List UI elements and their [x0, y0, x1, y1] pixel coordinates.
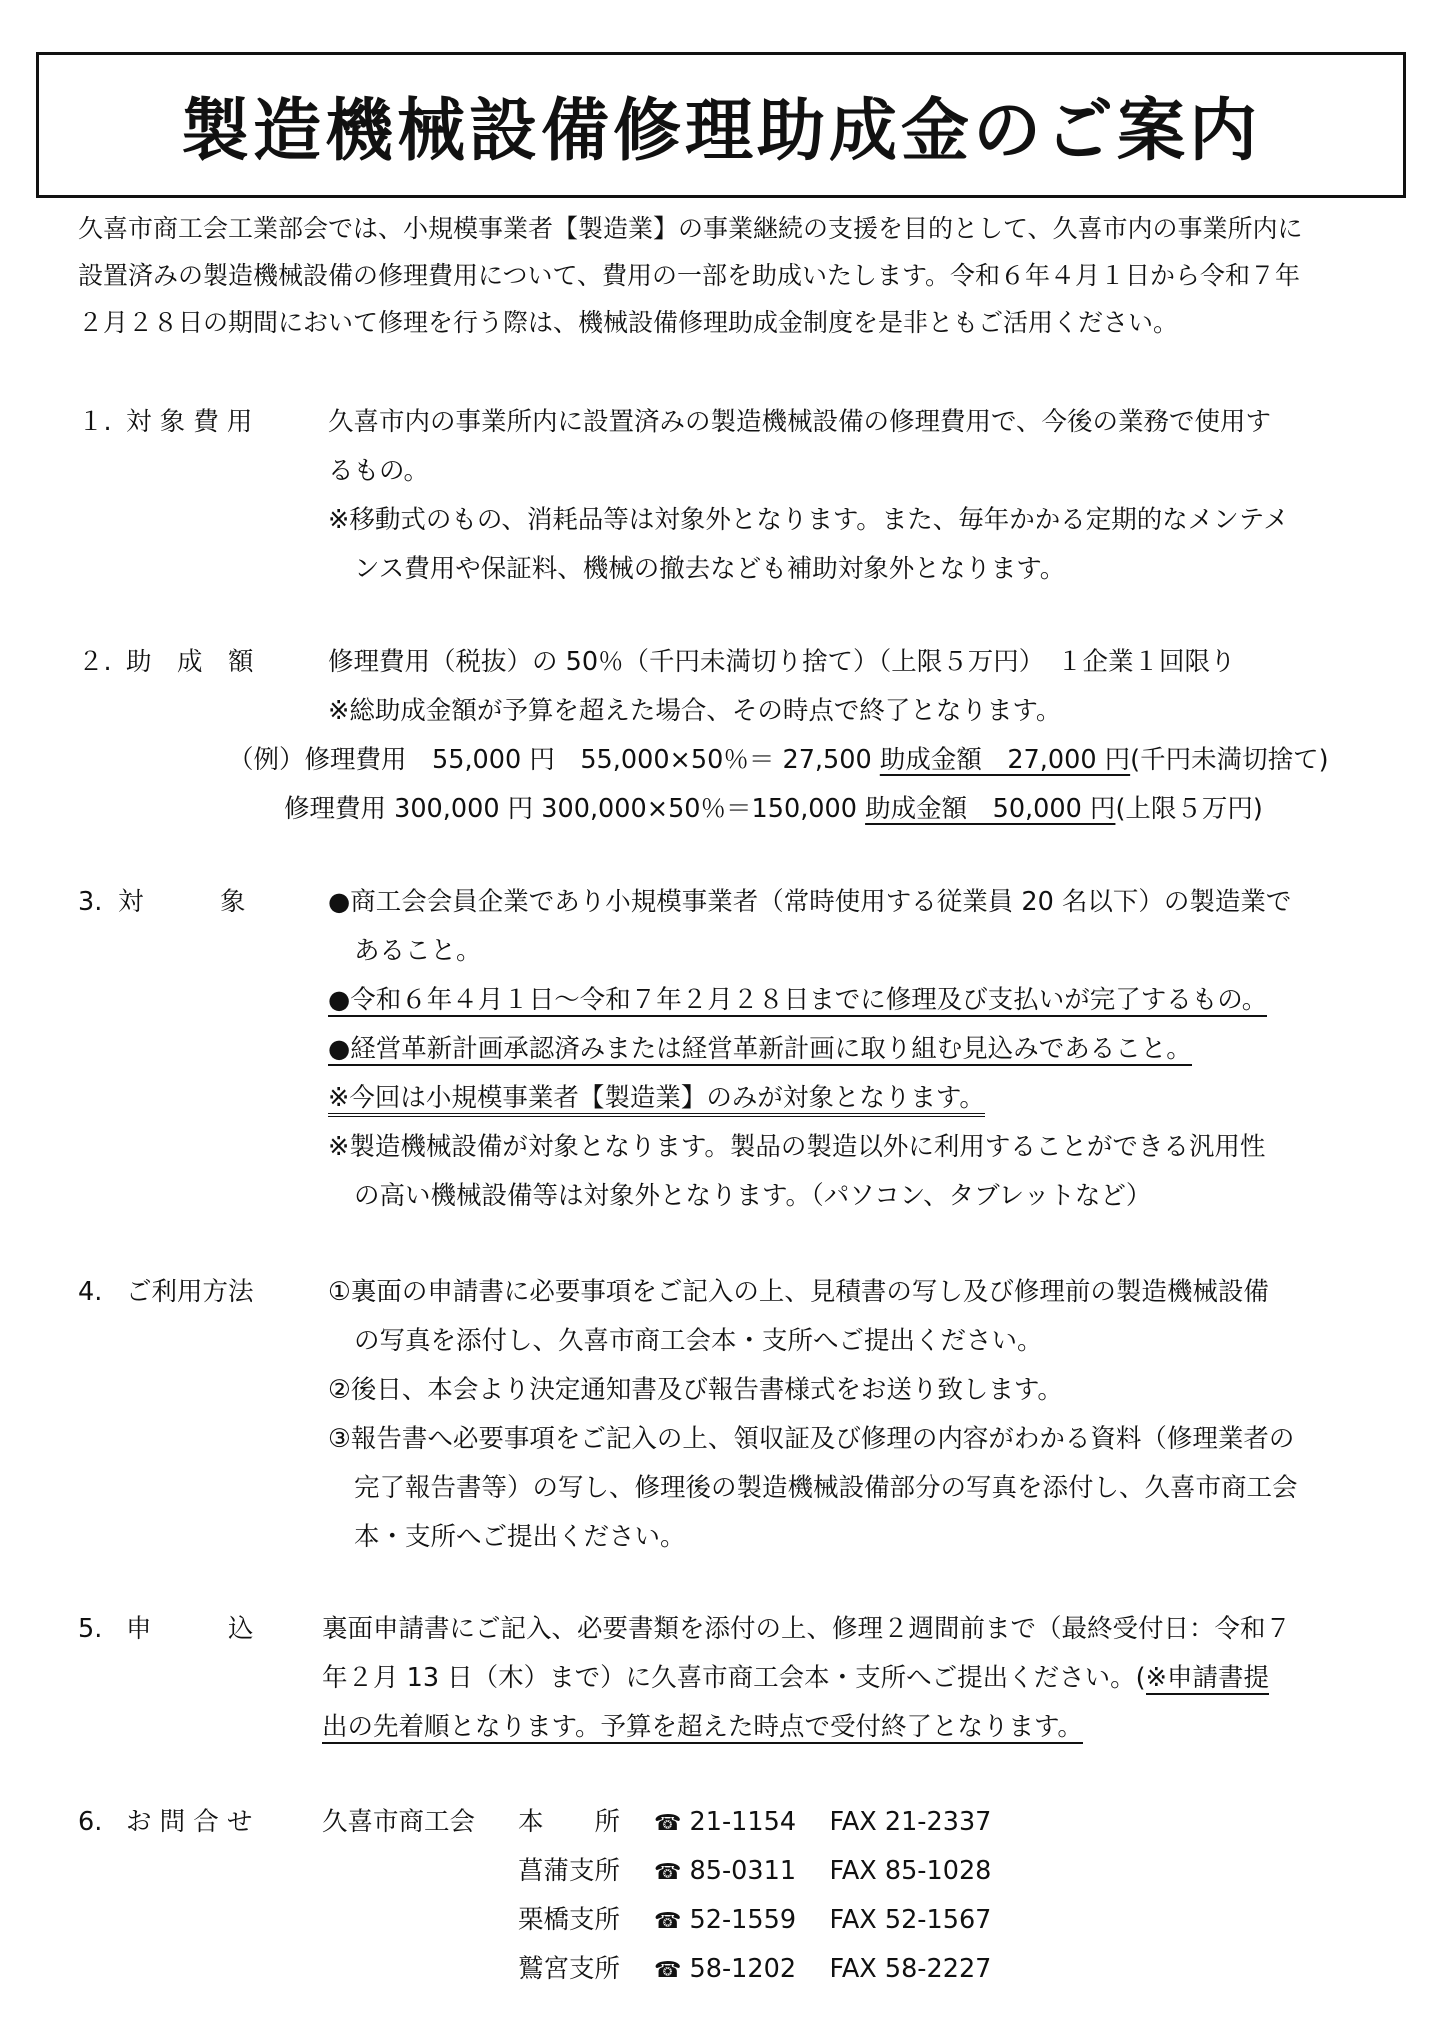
section-number: ２.: [78, 647, 112, 677]
office-tel: 58-1202: [689, 1954, 797, 1984]
body-line: [328, 1074, 1388, 1123]
body-line: の高い機械設備等は対象外となります。（パソコン、タブレットなど）: [354, 1181, 1152, 1211]
office-fax: FAX 58-2227: [829, 1954, 992, 1984]
office-fax: FAX 21-2337: [829, 1807, 992, 1837]
example-calc: 修理費用 300,000 円 300,000×50％＝150,000: [284, 794, 866, 824]
title-box: [36, 52, 1406, 198]
intro-line: 設置済みの製造機械設備の修理費用について、費用の一部を助成いたします。令和６年４月１日から令和７年: [78, 261, 1301, 290]
body-line: [328, 976, 1388, 1025]
office-tel: 52-1559: [689, 1905, 797, 1935]
section-label: お 問 合 せ: [126, 1807, 253, 1837]
office-name: 菖蒲支所: [518, 1856, 621, 1886]
intro-line: ２月２８日の期間において修理を行う際は、機械設備修理助成金制度を是非ともご活用ください。: [78, 308, 1179, 337]
intro-line: 久喜市商工会工業部会では、小規模事業者【製造業】の事業継続の支援を目的として、久喜市内の事業所内に: [78, 214, 1303, 243]
section-body: [328, 878, 1388, 1221]
body-line: ①裏面の申請書に必要事項をご記入の上、見積書の写し及び修理前の製造機械設備: [328, 1277, 1269, 1307]
section-number: 4.: [78, 1277, 103, 1307]
office-fax: FAX 52-1567: [829, 1905, 992, 1935]
office-tel: 85-0311: [689, 1856, 797, 1886]
phone-icon: ☎: [654, 1811, 682, 1836]
organization-name: 久喜市商工会: [322, 1807, 476, 1837]
phone-icon: ☎: [654, 1958, 682, 1983]
body-line: あること。: [354, 936, 482, 966]
example-row: [284, 785, 1263, 834]
body-line: ③報告書へ必要事項をご記入の上、領収証及び修理の内容がわかる資料（修理業者の: [328, 1424, 1295, 1454]
example-amount: 助成金額 50,000 円: [865, 794, 1116, 824]
example-amount: 助成金額 27,000 円: [879, 745, 1131, 775]
body-line: 修理費用（税抜）の 50％（千円未満切り捨て）（上限５万円） １企業１回限り: [328, 647, 1236, 677]
section-number: 6.: [78, 1807, 103, 1837]
office-name: 栗橋支所: [518, 1905, 621, 1935]
body-line: [322, 1654, 1382, 1703]
section-label: 対 象 費 用: [126, 407, 253, 437]
plain-text: 年２月 13 日（木）まで）に久喜市商工会本・支所へご提出ください。(: [322, 1663, 1146, 1693]
example-note: (千円未満切捨て): [1130, 745, 1329, 775]
office-row: [518, 1945, 991, 1995]
body-line: 裏面申請書にご記入、必要書類を添付の上、修理２週間前まで（最終受付日：令和７: [322, 1614, 1292, 1644]
body-line: [322, 1703, 1382, 1752]
office-tel: 21-1154: [689, 1807, 797, 1837]
underlined-text: 出の先着順となります。予算を超えた時点で受付終了となります。: [322, 1712, 1083, 1742]
office-fax: FAX 85-1028: [829, 1856, 992, 1886]
office-name: 本 所: [518, 1807, 621, 1837]
underlined-text: ※申請書提: [1145, 1663, 1269, 1693]
example-row: [228, 736, 1329, 785]
body-line: ●商工会会員企業であり小規模事業者（常時使用する従業員 20 名以下）の製造業で: [328, 887, 1292, 917]
body-line: 本・支所へご提出ください。: [354, 1522, 686, 1552]
office-name: 鷲宮支所: [518, 1954, 621, 1984]
underlined-text: ●経営革新計画承認済みまたは経営革新計画に取り組む見込みであること。: [328, 1034, 1192, 1064]
body-line: 完了報告書等）の写し、修理後の製造機械設備部分の写真を添付し、久喜市商工会: [354, 1473, 1298, 1503]
office-row: [518, 1847, 991, 1897]
section-number: 3.: [78, 887, 103, 917]
double-underlined-text: ※今回は小規模事業者【製造業】のみが対象となります。: [328, 1083, 985, 1117]
body-line: ※製造機械設備が対象となります。製品の製造以外に利用することができる汎用性: [328, 1132, 1266, 1162]
section-label: 助 成 額: [126, 647, 254, 677]
phone-icon: ☎: [654, 1860, 682, 1885]
section-body: [322, 1605, 1382, 1752]
section-number: 5.: [78, 1614, 103, 1644]
section-body: [328, 638, 1388, 736]
body-line: の写真を添付し、久喜市商工会本・支所へご提出ください。: [354, 1326, 1043, 1356]
body-line: るもの。: [328, 456, 429, 486]
body-line: ※総助成金額が予算を超えた場合、その時点で終了となります。: [328, 696, 1062, 726]
body-line: ②後日、本会より決定通知書及び報告書様式をお送り致します。: [328, 1375, 1063, 1405]
phone-icon: ☎: [654, 1909, 682, 1934]
body-line: ※移動式のもの、消耗品等は対象外となります。また、毎年かかる定期的なメンテメ: [328, 505, 1289, 535]
example-note: (上限５万円): [1115, 794, 1263, 824]
section-label: ご利用方法: [126, 1277, 254, 1307]
office-row: [518, 1896, 991, 1946]
page-title: 製造機械設備修理助成金のご案内: [180, 91, 1261, 171]
section-body: [328, 398, 1388, 594]
body-line: 久喜市内の事業所内に設置済みの製造機械設備の修理費用で、今後の業務で使用す: [328, 407, 1271, 437]
section-number: １.: [78, 407, 112, 437]
intro-paragraph: [78, 205, 1378, 346]
section-label: 対 象: [118, 887, 246, 917]
body-line: [328, 1025, 1388, 1074]
office-row: [518, 1798, 991, 1848]
section-label: 申 込: [126, 1614, 254, 1644]
example-calc: （例）修理費用 55,000 円 55,000×50％＝ 27,500: [228, 745, 880, 775]
underlined-text: ●令和６年４月１日～令和７年２月２８日までに修理及び支払いが完了するもの。: [328, 985, 1268, 1015]
body-line: ンス費用や保証料、機械の撤去なども補助対象外となります。: [354, 554, 1066, 584]
section-body: [328, 1268, 1388, 1562]
